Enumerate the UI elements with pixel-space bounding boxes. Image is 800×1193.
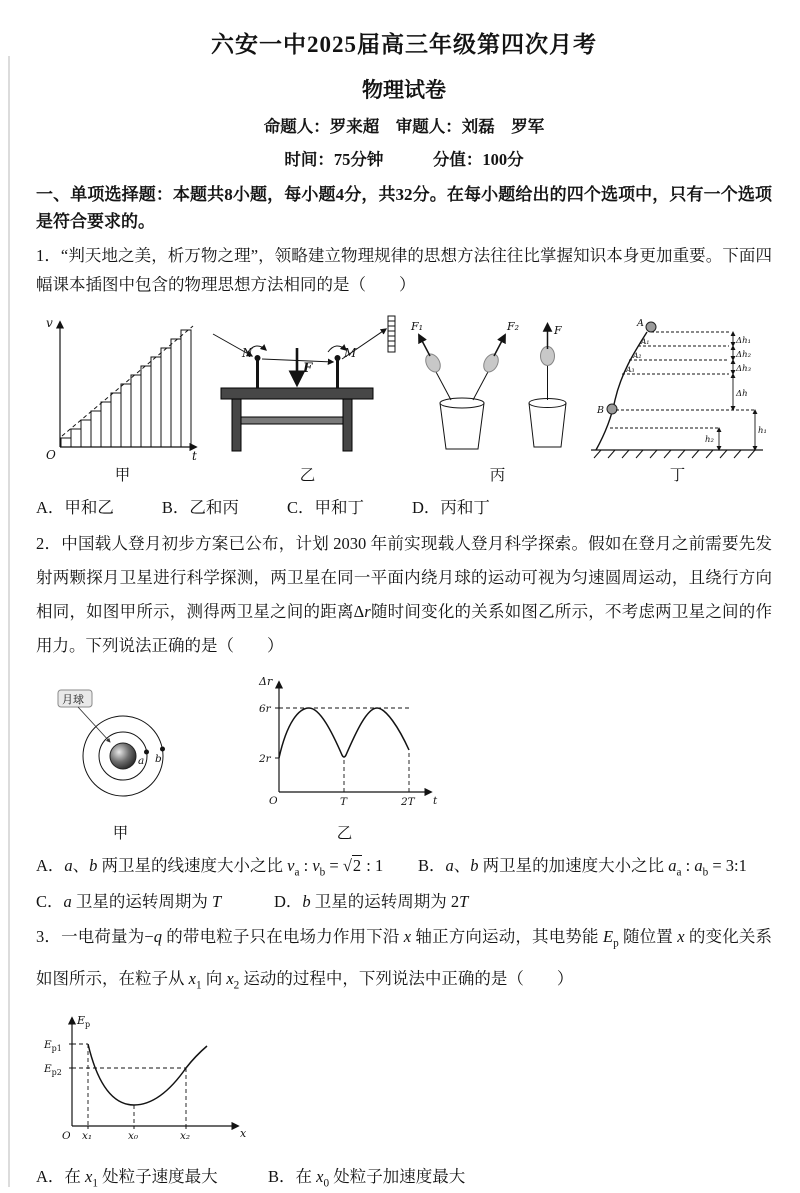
exam-subtitle: 物理试卷 [362,78,446,102]
left-bucket [440,398,484,449]
q3-stem: 3．一电荷量为−q 的带电粒子只在电场力作用下沿 x 轴正方向运动，其电势能 $E_p$ 随位置 x 的变化关系如图所示，在粒子从 $x_1$ 向 $x_2$ 运动的过程中，下列说法中正确的是（ ） [36,926,773,992]
ticks [275,708,279,758]
x2-label: x₂ [180,1129,191,1142]
force-F2-label: F₂ [507,320,520,334]
q2-options-cd [36,888,772,912]
dr-axis-label: Δr [259,675,273,689]
q2-figure-jia [38,678,203,843]
dh-label: Δh [736,389,748,400]
moon [110,743,136,769]
force-F-label: F [303,361,313,377]
figure-label-q2-jia: 甲 [112,825,129,843]
exam-title: 六安一中2025届高三年级第四次月考 [211,32,597,57]
figure-label-jia: 甲 [114,467,131,485]
satellite-a-dot [144,750,149,755]
origin-label: O [269,795,278,808]
satellite-b-dot [160,747,165,752]
section1-heading: 一、单项选择题：本题共8小题，每小题4分，共32分。在每小题给出的四个选项中，只有一个选项是符合要求的。 [36,185,772,232]
q3-option-a: A．在 $x_1$ 处粒子速度最大 [36,1166,218,1190]
q2-options-ab [36,852,772,878]
mirror-M-label: M [344,346,357,361]
figure-label-q2-yi: 乙 [336,825,353,843]
authors-line: 命题人：罗来超 审题人：刘磊 罗军 [263,117,545,136]
two-r-label: 2r [259,753,271,766]
moon-orbits-figure [38,678,203,820]
h1-label: h₁ [758,426,767,437]
moon-pointer-line [78,707,110,742]
q2-figures [36,670,772,843]
force-arrows [419,324,548,356]
t-axis-label: t [433,795,438,808]
x0-label: x₀ [128,1129,139,1142]
point-A3-label: A₃ [626,365,635,375]
bars [61,330,191,447]
ep2-label: $E_{p2}$ [44,1062,62,1077]
ground [591,450,763,458]
axes [279,682,431,792]
scale-ruler [388,316,395,352]
force-equivalence-figure [410,310,585,462]
q1-figures [36,310,772,485]
q2-option-a: A．a、b 两卫星的线速度大小之比 $v_a$ : $v_b = √2$ : 1 [36,856,384,879]
q1-figure-ding [585,310,770,485]
q3-options-ab [36,1163,772,1189]
q1-stem: 1．“判天地之美，析万物之理”，领略建立物理规律的思想方法往往比掌握知识本身更加重要。下面四幅课本插图中包含的物理思想方法相同的是（ ） [36,246,772,295]
q2-figure-yi [247,670,442,843]
q1-option-c: C．甲和丁 [286,498,364,518]
dashed-guides [279,708,410,792]
ticks [69,1044,186,1129]
page-edge-line [8,56,10,1187]
figure-label-yi: 乙 [299,467,316,485]
six-r-label: 6r [259,703,271,716]
ball-B-label: B [597,405,604,417]
dh2-label: Δh₂ [736,350,752,361]
dh3-label: Δh₃ [736,364,752,375]
2T-label: 2T [401,796,415,809]
x-axis-label: x [240,1126,247,1140]
dr-t-graph [247,670,442,820]
ep-x-graph [36,1006,251,1154]
q1-option-a: A．甲和乙 [36,498,114,518]
table-deformation-figure [205,310,410,462]
force-F-label: F [554,324,562,338]
time-score-line: 时间：75分钟 分值：100分 [284,150,524,169]
ep1-label: $E_{p1}$ [44,1038,62,1053]
T-label: T [340,796,348,809]
vt-staircase-graph [40,310,205,462]
slope-heights-figure [585,310,770,462]
q2-option-d: D．b 卫星的运转周期为 2T [274,891,469,911]
force-F1-label: F₁ [411,320,424,334]
ep-axis-label: $E_p$ [77,1013,91,1029]
h2-label: h₂ [705,435,714,446]
ep-curve [88,1044,207,1105]
ball-A [646,322,656,332]
q2-option-c: C．a 卫星的运转周期为 T [36,891,222,911]
q1-option-b: B．乙和丙 [161,498,239,518]
q2-stem: 2．中国载人登月初步方案已公布，计划 2030 年前实现载人登月科学探索。假如在登月之前需要先发射两颗探月卫星进行科学探测，两卫星在同一平面内绕月球的运动可视为匀速圆周运动，且绕行方向相同，如图甲所示，测得两卫星之间的距离Δr随时间变化的关系如图乙所示，不考虑两卫星之间的作用力。下列说法正确的是（ ） [36,534,772,655]
point-A1-label: A₁ [641,337,650,347]
satellite-a-label: a [138,755,145,768]
dr-curve [279,708,409,758]
figure-label-bing: 丙 [489,467,506,485]
q1-figure-bing [410,310,585,485]
origin-label: O [46,448,56,463]
figure-label-ding: 丁 [669,467,686,485]
light-rays [213,329,386,362]
slope-curve [596,332,650,450]
hands [423,347,555,375]
q1-figure-yi [205,310,410,485]
satellite-b-label: b [155,753,162,766]
dh1-label: Δh₁ [736,336,752,347]
right-bucket [529,399,566,448]
moon-label: 月球 [62,693,84,707]
dashed-guides [72,1044,186,1126]
q2-option-b: B．a、b 两卫星的加速度大小之比 $a_a$ : $a_b$ = 3:1 [418,856,747,879]
ball-B [607,404,617,414]
q1-figure-jia [40,310,205,485]
x1-label: x₁ [82,1129,93,1142]
q1-option-d: D．丙和丁 [411,498,490,518]
table [221,388,373,451]
q1-options [36,494,772,518]
v-axis-label: v [46,316,53,331]
mirror-N-label: N [242,346,253,361]
q3-option-b: B．在 $x_0$ 处粒子加速度最大 [268,1166,466,1190]
point-A2-label: A₂ [633,351,642,361]
ball-A-label: A [637,318,644,330]
q3-figure [36,1006,772,1154]
t-axis-label: t [192,449,197,463]
origin-label: O [62,1129,71,1142]
